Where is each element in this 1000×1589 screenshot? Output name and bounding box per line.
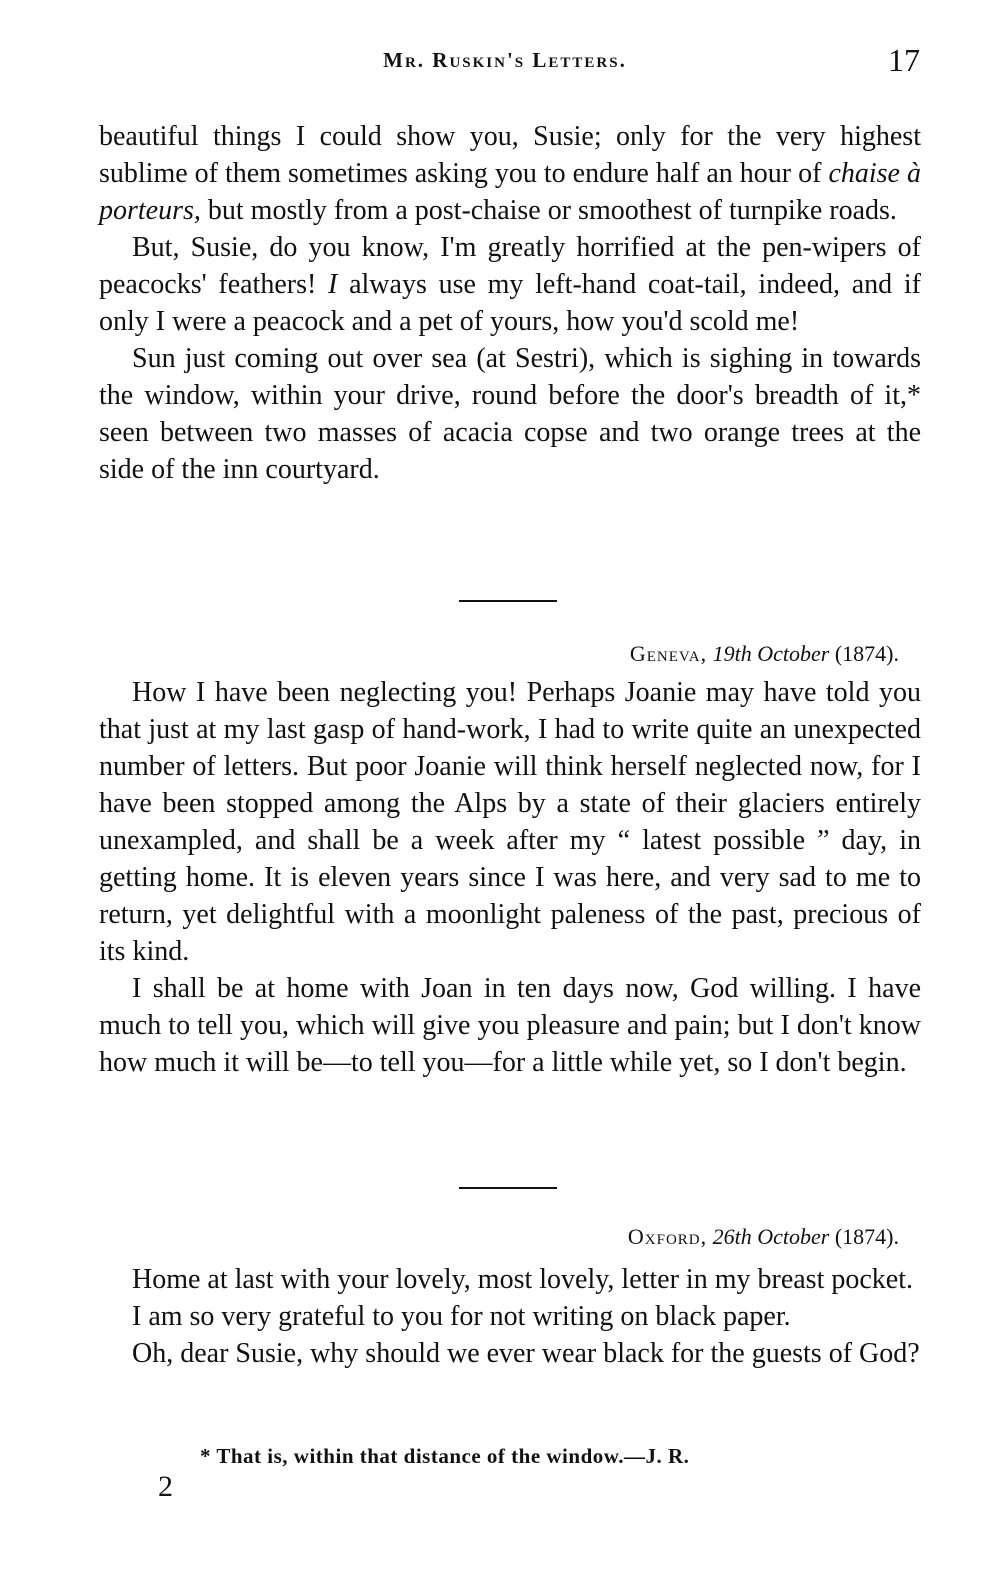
- page-number: 17: [888, 42, 920, 78]
- letter-geneva: [99, 674, 921, 1081]
- dateline-date: 26th October: [712, 1224, 830, 1249]
- paragraph: I shall be at home with Joan in ten days now, God willing. I have much to tell you, which will give you pleasure and pain; but I don't know how much it will be—to tell you—for a little while yet, so I don't begin.: [99, 973, 921, 1078]
- running-head: Mr. Ruskin's Letters.: [383, 48, 627, 72]
- dateline-oxford: [628, 1224, 899, 1250]
- italic-word: I: [328, 269, 338, 300]
- text-run: but mostly from a post-chaise or smoothest of turnpike roads.: [200, 195, 897, 226]
- letter-oxford: [99, 1261, 921, 1372]
- dateline-place: Geneva,: [629, 641, 708, 666]
- signature-mark: 2: [158, 1470, 173, 1503]
- paragraph: Oh, dear Susie, why should we ever wear black for the guests of God?: [132, 1338, 920, 1369]
- dateline-year: (1874).: [834, 641, 899, 666]
- dateline-geneva: [630, 641, 899, 667]
- footnote: * That is, within that distance of the window.—J. R.: [200, 1444, 690, 1468]
- section-divider: [459, 600, 557, 602]
- paragraph: How I have been neglecting you! Perhaps Joanie may have told you that just at my last gasp of hand-work, I had to write quite an unexpected number of letters. But poor Joanie will think herself neglected now, for I have been stopped among the Alps by a state of their glaciers entirely unexampled, and shall be a week after my “ latest possible ” day, in getting home. It is eleven years since I was here, and very sad to me to return, yet delightful with a moonlight paleness of the past, precious of its kind.: [99, 677, 921, 967]
- text-run: But, Susie, do you know, I'm greatly horrified at the pen-wipers of peacocks' feathers!: [99, 232, 921, 300]
- text-run: always use my left-hand coat-tail, indeed, and if only I were a peacock and a pet of yours, how you'd scold me!: [99, 269, 921, 337]
- dateline-year: (1874).: [834, 1224, 899, 1249]
- dateline-date: 19th October: [712, 641, 830, 666]
- text-run: beautiful things I could show you, Susie; only for the very highest sublime of them sometimes asking you to endure half an hour of: [99, 121, 921, 189]
- paragraph: Home at last with your lovely, most lovely, letter in my breast pocket.: [132, 1264, 913, 1295]
- paragraph: [99, 118, 921, 229]
- paragraph: [99, 229, 921, 340]
- dateline-place: Oxford,: [627, 1224, 708, 1249]
- paragraph: I am so very grateful to you for not writing on black paper.: [132, 1301, 791, 1332]
- letter-continuation: [99, 118, 921, 488]
- italic-phrase: chaise à porteurs,: [99, 158, 921, 226]
- paragraph: Sun just coming out over sea (at Sestri), which is sighing in towards the window, within your drive, round before the door's breadth of it,* seen between two masses of acacia copse and two orange trees at the side of the inn courtyard.: [99, 343, 921, 485]
- section-divider: [459, 1187, 557, 1189]
